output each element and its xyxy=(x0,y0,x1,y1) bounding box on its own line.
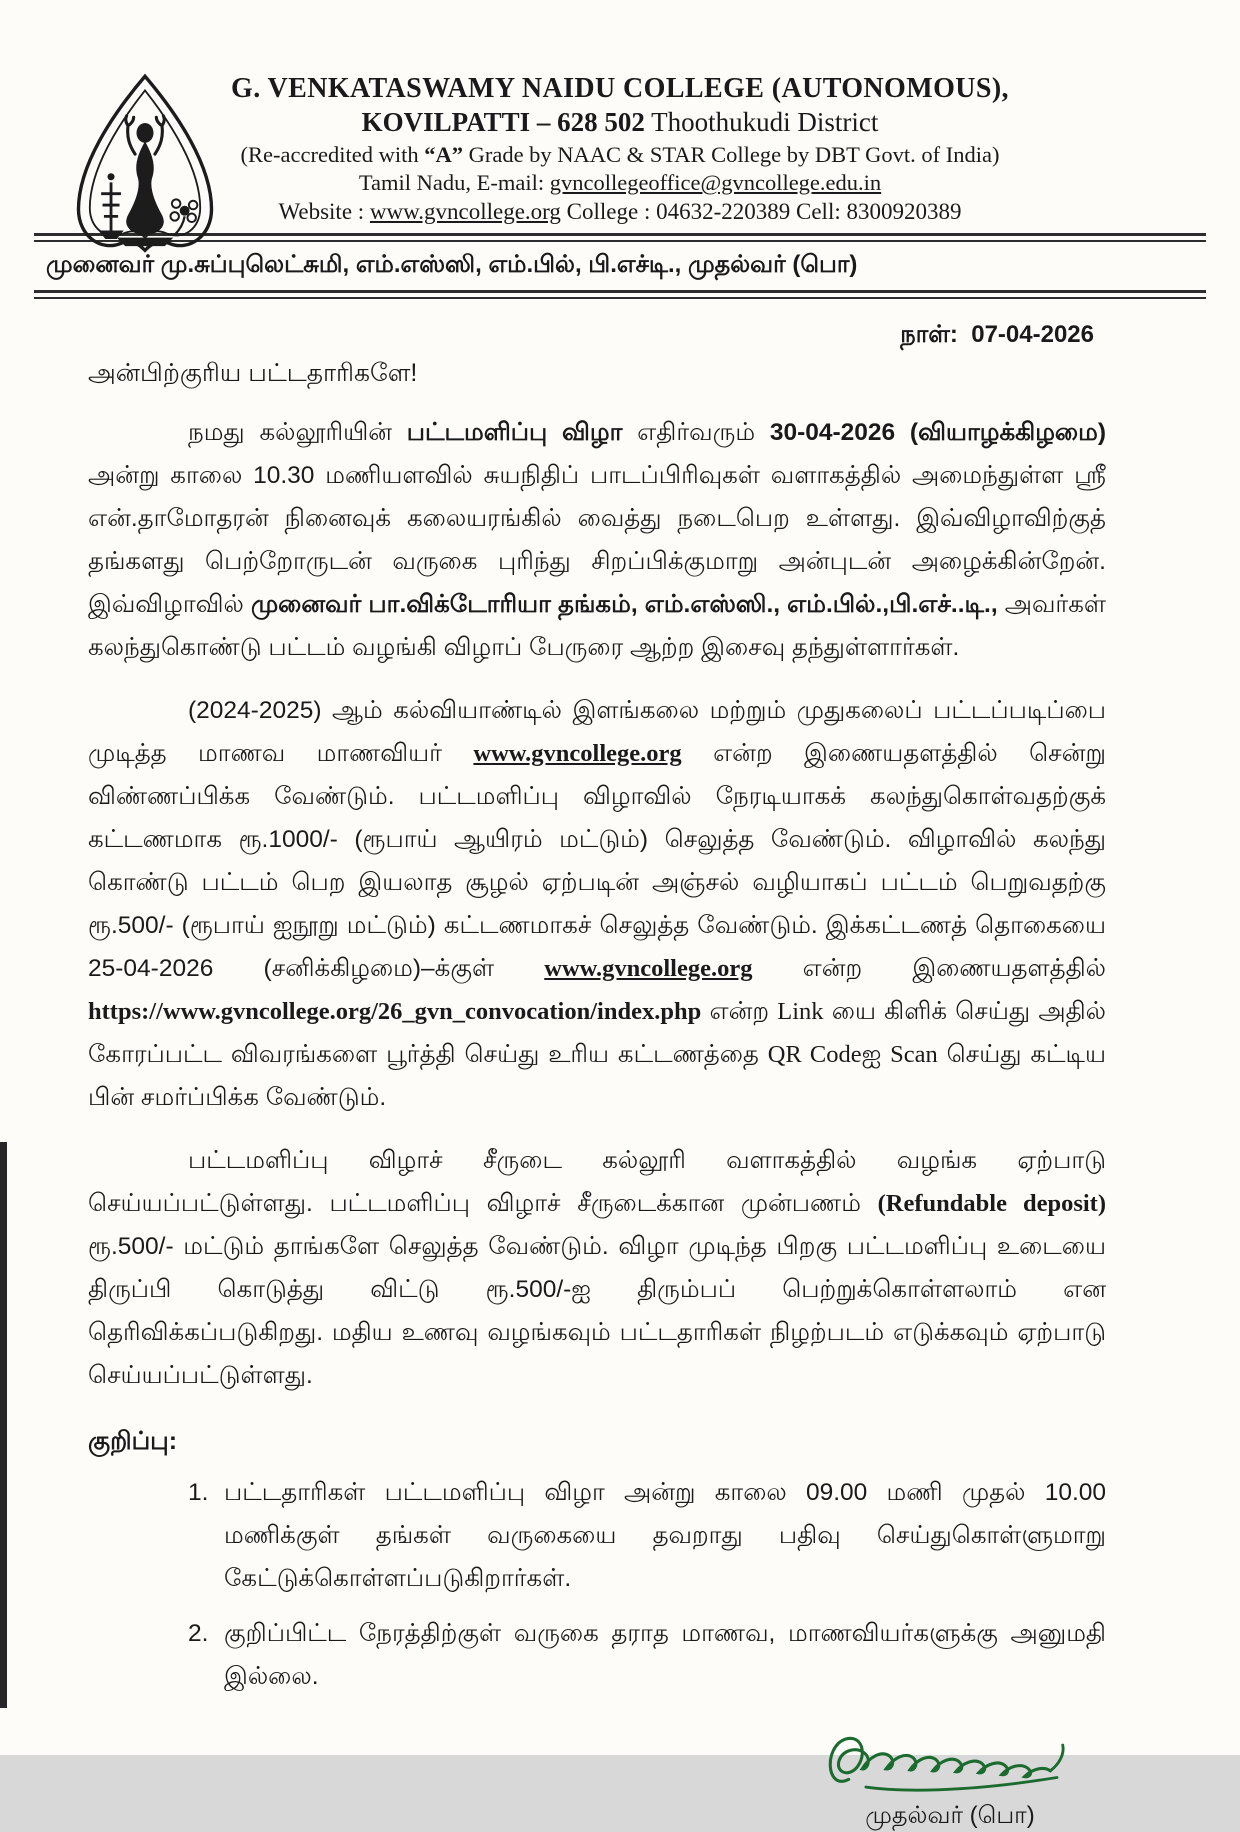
text-segment: பட்டமளிப்பு விழாச் சீருடை கல்லூரி வளாகத்தில் வழங்க ஏற்பாடு செய்யப்பட்டுள்ளது. பட்டமளிப்பு விழாச் சீருடைக்கான முன்பணம் xyxy=(88,1147,1106,1217)
letter-body xyxy=(0,411,1240,1397)
note-heading: குறிப்பு: xyxy=(88,1427,178,1455)
website-url: www.gvncollege.org xyxy=(473,740,682,767)
text-segment: ரூ.500/- மட்டும் தாங்களே செலுத்த வேண்டும். விழா முடிந்த பிறகு பட்டமளிப்பு உடையை திருப்பி கொடுத்து விட்டு ரூ.500/-ஐ திரும்பப் பெற்றுக்கொள்ளலாம் என தெரிவிக்கப்படுகிறது. மதிய உணவு வழங்கவும் பட்டதாரிகள் நிழற்படம் எடுக்கவும் ஏற்பாடு செய்யப்பட்டுள்ளது. xyxy=(88,1233,1106,1389)
convocation-registration-url: https://www.gvncollege.org/26_gvn_convocation/index.php xyxy=(88,998,702,1025)
refundable-deposit-label: (Refundable deposit) xyxy=(877,1190,1106,1217)
signatory-designation: முதல்வர் (பொ) xyxy=(865,1802,1035,1829)
list-item-text: குறிப்பிட்ட நேரத்திற்குள் வருகை தராத மாணவ, மாணவியர்களுக்கு அனுமதி இல்லை. xyxy=(224,1620,1106,1690)
scan-edge-artifact xyxy=(0,1142,7,1708)
text-segment: (2024-2025) ஆம் கல்வியாண்டில் இளங்கலை மற்றும் முதுகலைப் பட்டப்படிப்பை முடித்த மாணவ மாணவியர் xyxy=(88,697,1106,767)
list-item-text: பட்டதாரிகள் பட்டமளிப்பு விழா அன்று காலை 09.00 மணி முதல் 10.00 மணிக்குள் தங்கள் வருகையை தவறாது பதிவு செய்துகொள்ளுமாறு கேட்டுக்கொள்ளப்படுகிறார்கள். xyxy=(224,1479,1106,1592)
text-segment: ஐ xyxy=(861,1041,891,1068)
text-segment: அன்று காலை 10.30 மணியளவில் சுயநிதிப் பாடப்பிரிவுகள் வளாகத்தில் அமைந்துள்ள ஸ்ரீ என்.தாமோதரன் நினைவுக் கலையரங்கில் வைத்து நடைபெற உள்ளது. இவ்விழாவிற்குத் தங்களது பெற்றோருடன் வருகை புரிந்து சிறப்பிக்குமாறு அன்புடன் அழைக்கின்றேன். இவ்விழாவில் xyxy=(88,462,1106,618)
date-value: 07-04-2026 xyxy=(971,321,1094,348)
text-segment: செய்து கட்டிய பின் சமர்ப்பிக்க வேண்டும். xyxy=(88,1041,1107,1111)
text-segment: பட்டமளிப்பு விழா xyxy=(406,419,623,446)
text-segment: நமது கல்லூரியின் xyxy=(188,419,407,446)
college-emblem-icon xyxy=(56,72,234,256)
text-segment: யை கிளிக் செய்து அதில் கோரப்பட்ட விவரங்களை பூர்த்தி செய்து உரிய கட்டணத்தை xyxy=(88,998,1106,1068)
notes-list xyxy=(0,1471,1240,1698)
text-segment: என்ற இணையதளத்தில் சென்று விண்ணப்பிக்க வேண்டும். பட்டமளிப்பு விழாவில் நேரடியாகக் கலந்துகொள்வதற்குக் கட்டணமாக ரூ.1000/- (ரூபாய் ஆயிரம் மட்டும்) செலுத்த வேண்டும். விழாவில் கலந்து கொண்டு பட்டம் பெற இயலாத சூழல் ஏற்படின் அஞ்சல் வழியாகப் பட்டம் பெறுவதற்கு ரூ.500/- (ரூபாய் ஐநூறு மட்டும்) கட்டணமாகச் செலுத்த வேண்டும். இக்கட்டணத் தொகையை 25-04-2026 (சனிக்கிழமை)–க்குள் xyxy=(88,740,1106,982)
principal-name-line: முனைவர் மு.சுப்புலெட்சுமி, எம்.எஸ்ஸி, எம்.பில், பி.எச்டி., முதல்வர் (பொ) xyxy=(46,251,858,278)
date-label: நாள்: xyxy=(900,321,958,348)
text-segment: அவர்கள் கலந்துகொண்டு பட்டம் வழங்கி விழாப் பேருரை ஆற்ற இசைவு தந்துள்ளார்கள். xyxy=(88,591,1107,661)
header-divider-bottom xyxy=(34,290,1206,299)
website-url: www.gvncollege.org xyxy=(544,955,753,982)
signature-block xyxy=(800,1724,1100,1832)
text-segment: QR Code xyxy=(767,1041,862,1068)
list-item xyxy=(88,1612,1106,1698)
contact-numbers: College : 04632-220389 Cell: 8300920389 xyxy=(560,199,962,224)
list-item-number: 1. xyxy=(188,1479,209,1506)
website-url: www.gvncollege.org xyxy=(369,199,561,224)
paragraph-3 xyxy=(88,1139,1106,1397)
list-item-number: 2. xyxy=(188,1620,209,1647)
accreditation-grade: “A” xyxy=(424,142,463,167)
paragraph-1 xyxy=(88,411,1106,669)
accreditation-pre: (Re-accredited with xyxy=(240,142,425,167)
email-prefix: Tamil Nadu, E-mail: xyxy=(358,170,550,195)
convocation-date: 30-04-2026 (வியாழக்கிழமை) xyxy=(769,419,1106,446)
letterhead xyxy=(0,0,1240,299)
text-segment: என்ற இணையதளத்தில் xyxy=(752,955,1106,982)
signature-icon xyxy=(815,1724,1085,1810)
accreditation-post: Grade by NAAC & STAR College by DBT Govt. of India) xyxy=(462,142,1000,167)
salutation: அன்பிற்குரிய பட்டதாரிகளே! xyxy=(88,359,418,387)
college-city: KOVILPATTI – 628 502 xyxy=(361,107,645,137)
website-prefix: Website : xyxy=(278,199,370,224)
college-district: Thoothukudi District xyxy=(644,107,879,137)
paragraph-2 xyxy=(88,689,1106,1119)
email-address: gvncollegeoffice@gvncollege.edu.in xyxy=(549,170,882,195)
text-segment: Link xyxy=(777,998,824,1025)
letter-date xyxy=(0,321,1240,351)
text-segment: எதிர்வரும் xyxy=(622,419,770,446)
list-item xyxy=(88,1471,1106,1600)
text-segment: என்ற xyxy=(701,998,778,1025)
college-name: G. VENKATASWAMY NAIDU COLLEGE (AUTONOMOUS), xyxy=(231,73,1009,104)
text-segment: Scan xyxy=(890,1041,938,1068)
chief-guest-name: முனைவர் பா.விக்டோரியா தங்கம், எம்.எஸ்ஸி., எம்.பில்.,பி.எச்..டி., xyxy=(250,591,998,618)
